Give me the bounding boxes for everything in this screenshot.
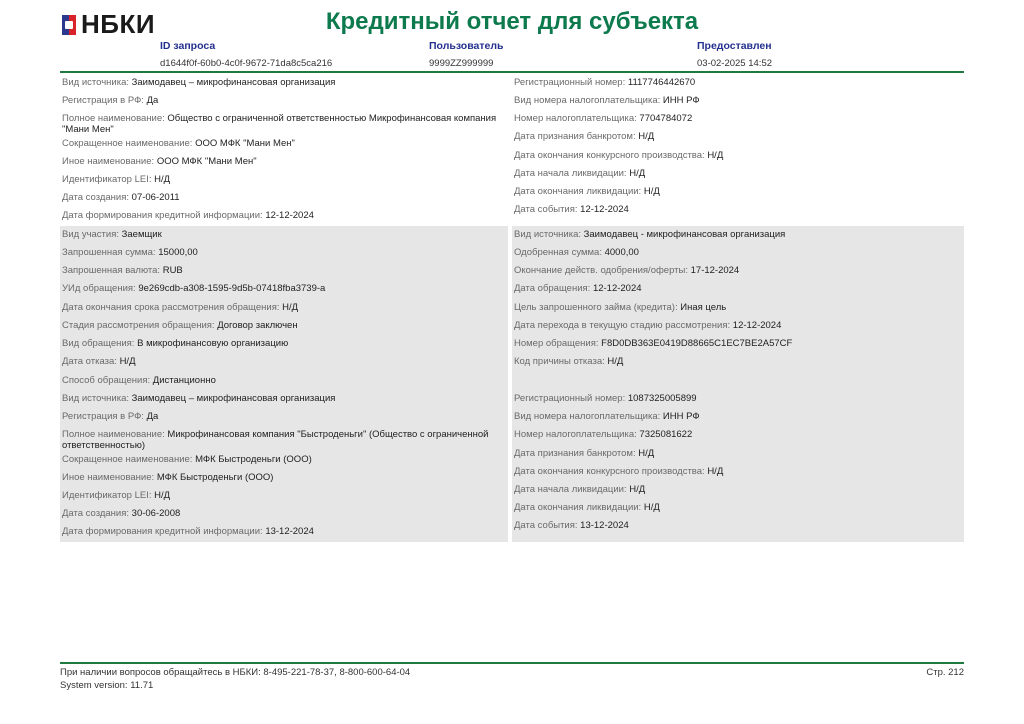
user-label: Пользователь xyxy=(429,40,504,52)
field-row: Иное наименование: МФК Быстроденьги (ООО) xyxy=(62,472,274,483)
field-row: Дата окончания срока рассмотрения обращения: Н/Д xyxy=(62,302,299,313)
field-row: Вид номера налогоплательщика: ИНН РФ xyxy=(514,95,700,106)
field-row: Регистрация в РФ: Да xyxy=(62,411,159,422)
field-row: Сокращенное наименование: МФК Быстроденьги (ООО) xyxy=(62,454,312,465)
field-row: Дата обращения: 12-12-2024 xyxy=(514,283,642,294)
field-row: Вид источника: Заимодавец – микрофинансовая организация xyxy=(62,393,336,404)
request-id-label: ID запроса xyxy=(160,40,216,52)
page-title: Кредитный отчет для субъекта xyxy=(325,8,699,35)
field-row: Идентификатор LEI: Н/Д xyxy=(62,174,171,185)
provided-block xyxy=(697,40,772,69)
field-row: Дата формирования кредитной информации: 13-12-2024 xyxy=(62,526,314,537)
field-row: Полное наименование: Общество с ограниченной ответственностью Микрофинансовая компания "Мани Мен" xyxy=(62,113,497,135)
field-row: Вид источника: Заимодавец - микрофинансовая организация xyxy=(514,229,786,240)
provided-label: Предоставлен xyxy=(697,40,772,52)
application-left-column xyxy=(60,226,508,542)
field-row: Дата события: 12-12-2024 xyxy=(514,204,629,215)
field-row: Дата отказа: Н/Д xyxy=(62,356,136,367)
field-row: Способ обращения: Дистанционно xyxy=(62,375,216,386)
field-row: Дата признания банкротом: Н/Д xyxy=(514,131,655,142)
field-row: Вид источника: Заимодавец – микрофинансовая организация xyxy=(62,77,336,88)
footer-divider xyxy=(60,662,964,664)
user-value: 9999ZZ999999 xyxy=(429,58,494,69)
field-row: Код причины отказа: Н/Д xyxy=(514,356,624,367)
footer-contact: При наличии вопросов обращайтесь в НБКИ: 8-495-221-78-37, 8-800-600-64-04 xyxy=(60,667,411,678)
field-row: Дата создания: 07-06-2011 xyxy=(62,192,180,203)
field-row: Вид номера налогоплательщика: ИНН РФ xyxy=(514,411,700,422)
field-row: Окончание действ. одобрения/оферты: 17-12-2024 xyxy=(514,265,740,276)
field-row: Сокращенное наименование: ООО МФК "Мани Мен" xyxy=(62,138,295,149)
field-row: Запрошенная сумма: 15000,00 xyxy=(62,247,198,258)
field-row: Цель запрошенного займа (кредита): Иная цель xyxy=(514,302,727,313)
field-row: Стадия рассмотрения обращения: Договор заключен xyxy=(62,320,298,331)
field-row: Номер налогоплательщика: 7704784072 xyxy=(514,113,693,124)
field-row: Регистрационный номер: 1117746442670 xyxy=(514,77,696,88)
provided-value: 03-02-2025 14:52 xyxy=(697,58,773,69)
logo-text: НБКИ xyxy=(81,9,156,39)
field-row: Дата начала ликвидации: Н/Д xyxy=(514,168,646,179)
field-row: Иное наименование: ООО МФК "Мани Мен" xyxy=(62,156,257,167)
request-id-block xyxy=(160,40,332,69)
field-row: Номер налогоплательщика: 7325081622 xyxy=(514,429,693,440)
page-number: Стр. 212 xyxy=(926,667,964,678)
header-divider xyxy=(60,71,964,73)
application-right-column xyxy=(512,226,964,542)
field-row: Идентификатор LEI: Н/Д xyxy=(62,490,171,501)
field-row: Вид обращения: В микрофинансовую организацию xyxy=(62,338,289,349)
request-id-value: d1644f0f-60b0-4c0f-9672-71da8c5ca216 xyxy=(160,58,333,69)
user-block xyxy=(429,40,503,69)
source-section-1 xyxy=(60,74,964,224)
field-row: Дата события: 13-12-2024 xyxy=(514,520,629,531)
field-row: Одобренная сумма: 4000,00 xyxy=(514,247,639,258)
field-row: Дата окончания конкурсного производства: Н/Д xyxy=(514,466,724,477)
field-row: Запрошенная валюта: RUB xyxy=(62,265,183,276)
field-row: Дата окончания ликвидации: Н/Д xyxy=(514,502,660,513)
field-row: Дата начала ликвидации: Н/Д xyxy=(514,484,646,495)
field-row: Дата признания банкротом: Н/Д xyxy=(514,448,655,459)
field-row: Дата окончания ликвидации: Н/Д xyxy=(514,186,660,197)
field-row: Вид участия: Заемщик xyxy=(62,229,162,240)
field-row: Номер обращения: F8D0DB363E0419D88665C1EC7BE2A57CF xyxy=(514,338,793,349)
field-row: Дата создания: 30-06-2008 xyxy=(62,508,181,519)
application-section xyxy=(60,226,964,542)
field-row: Дата перехода в текущую стадию рассмотрения: 12-12-2024 xyxy=(514,320,782,331)
field-row: Дата формирования кредитной информации: 12-12-2024 xyxy=(62,210,314,221)
system-version: System version: 11.71 xyxy=(60,680,154,691)
field-row: УИд обращения: 9e269cdb-a308-1595-9d5b-07418fba3739-a xyxy=(62,283,326,294)
field-row: Регистрационный номер: 1087325005899 xyxy=(514,393,697,404)
field-row: Дата окончания конкурсного производства: Н/Д xyxy=(514,150,724,161)
field-row: Полное наименование: Микрофинансовая компания "Быстроденьги" (Общество с ограниченной ответственностью) xyxy=(62,429,489,451)
field-row: Регистрация в РФ: Да xyxy=(62,95,159,106)
